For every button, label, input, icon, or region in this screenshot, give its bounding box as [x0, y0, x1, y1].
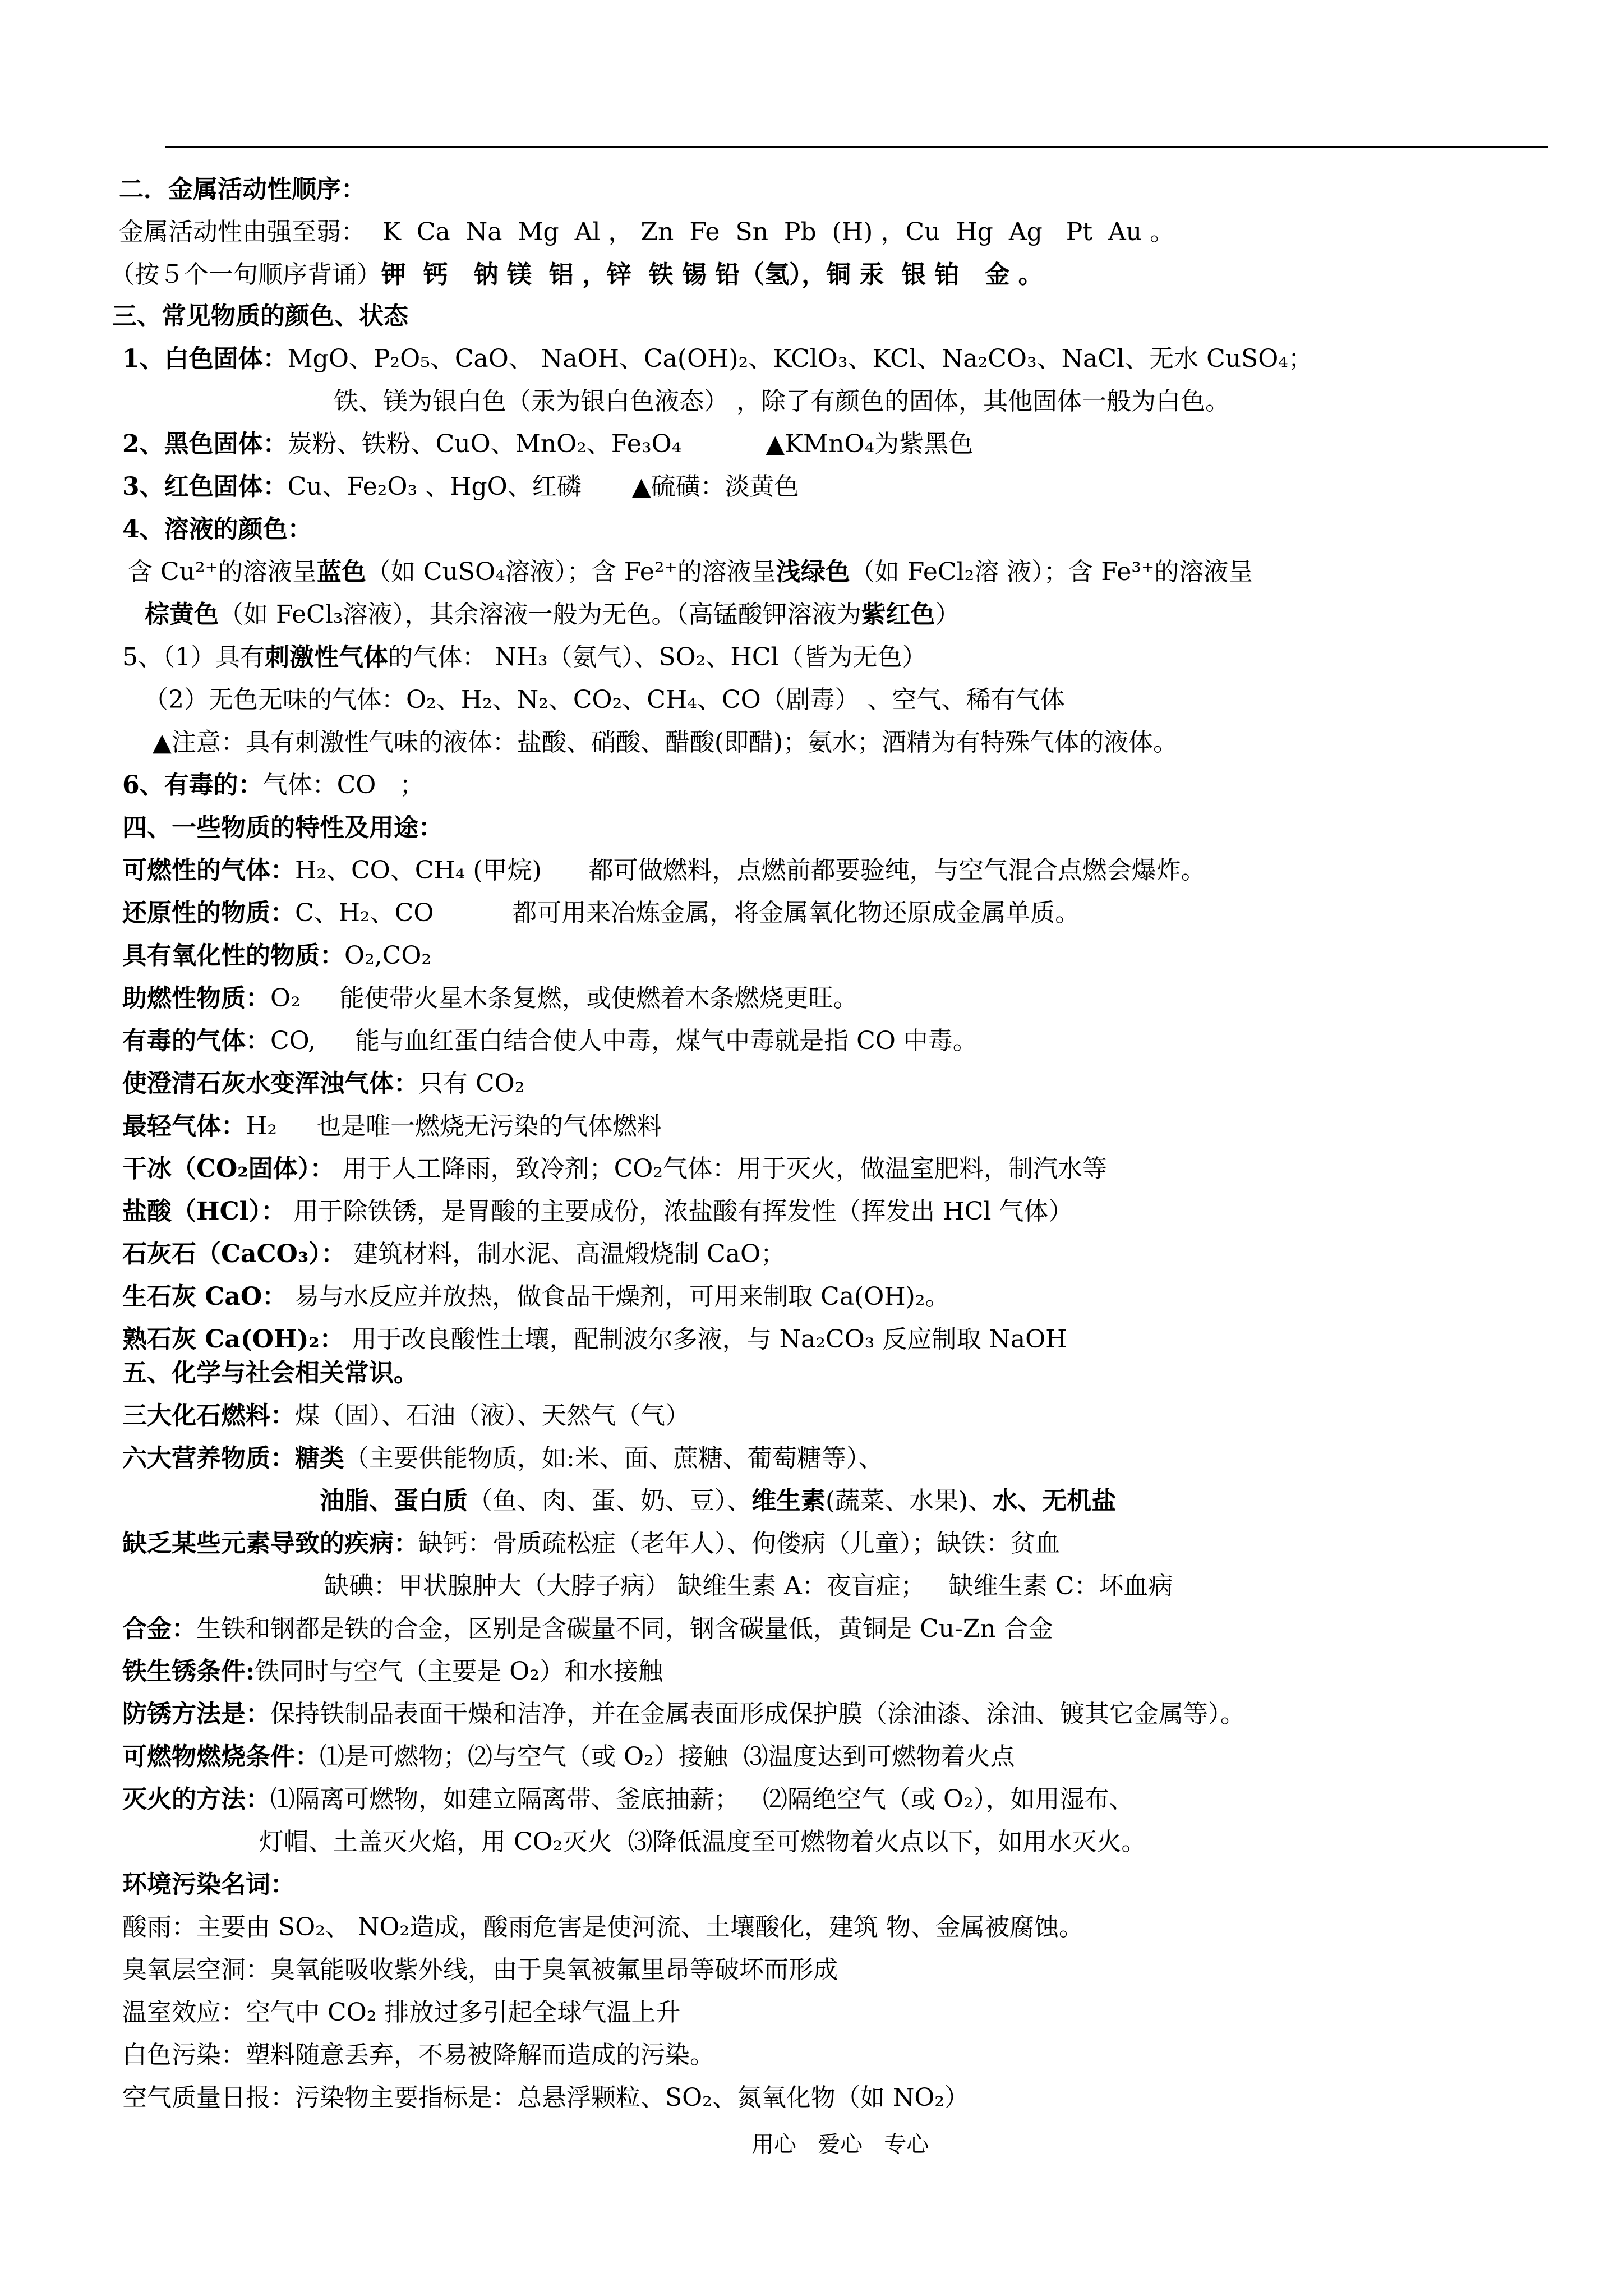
gas-text: 的气体： NH₃（氨气）、SO₂、HCl（皆为无色） [388, 643, 927, 671]
activity-series: K Ca Na Mg Al ， Zn Fe Sn Pb (H) ，Cu Hg Ag Pt Au 。 [382, 218, 1175, 246]
property-text: CO, 能与血红蛋白结合使人中毒，煤气中毒就是指 CO 中毒。 [270, 1027, 978, 1055]
property-label: 干冰（CO₂固体）： [122, 1154, 335, 1183]
black-solid-note: ▲KMnO₄为紫黑色 [766, 430, 974, 458]
page-footer: 用心 爱心 专心 [751, 2132, 929, 2157]
mnemonic-prefix: （按５个一句顺序背诵） [110, 260, 381, 289]
activity-line-2 [110, 259, 1043, 291]
property-text: O₂,CO₂ [344, 941, 432, 970]
black-solid-text: 炭粉、铁粉、CuO、MnO₂、Fe₃O₄ [287, 430, 682, 458]
environment-row: 白色污染：塑料随意丢弃，不易被降解而造成的污染。 [122, 2041, 714, 2069]
fuel-line [122, 1400, 690, 1432]
nutrient-text: （鱼、肉、蛋、奶、豆）、 [468, 1487, 751, 1515]
nutrient-emph: 糖类 [295, 1444, 344, 1473]
nutrient-line-1 [122, 1443, 883, 1474]
disease-text: 缺钙：骨质疏松症（老年人）、佝偻病（儿童）；缺铁：贫血 [418, 1529, 1060, 1558]
solution-text: （如 CuSO₄溶液）；含 Fe²⁺的溶液呈 [366, 558, 776, 586]
red-solid-note: ▲硫磺：淡黄色 [631, 472, 799, 501]
gas-line-1 [122, 642, 926, 673]
disease-line-2: 缺碘：甲状腺肿大（大脖子病） 缺维生素 A：夜盲症； 缺维生素 C：坏血病 [324, 1572, 1173, 1600]
property-label: 使澄清石灰水变浑浊气体： [122, 1069, 418, 1098]
disease-line-1 [122, 1528, 1060, 1559]
property-row [122, 1111, 662, 1142]
property-label: 助燃性物质： [122, 984, 270, 1013]
nutrient-emph: 维生素 [751, 1487, 826, 1515]
activity-line-1 [119, 217, 1174, 248]
property-row [122, 983, 858, 1014]
antirust-line [122, 1699, 1245, 1730]
combustion-label: 可燃物燃烧条件： [122, 1742, 320, 1771]
red-solid-label: 3、红色固体： [122, 472, 288, 501]
rust-line [122, 1656, 663, 1687]
disease-label: 缺乏某些元素导致的疾病： [122, 1529, 418, 1558]
activity-prefix: 金属活动性由强至弱： [119, 218, 366, 246]
property-label: 有毒的气体： [122, 1027, 270, 1055]
section-4-title: 四、一些物质的特性及用途： [122, 813, 443, 842]
nutrient-text: （主要供能物质，如:米、面、蔗糖、葡萄糖等）、 [344, 1444, 883, 1473]
nutrient-line-2 [320, 1485, 1116, 1517]
fire-line-2: 灯帽、土盖灭火焰，用 CO₂灭火 ⑶降低温度至可燃物着火点以下，如用水灭火。 [259, 1828, 1146, 1856]
property-text: C、H₂、CO 都可用来冶炼金属，将金属氧化物还原成金属单质。 [295, 899, 1080, 927]
solution-emph: 蓝色 [316, 558, 366, 586]
section-3-title: 三、常见物质的颜色、状态 [112, 302, 408, 330]
solution-text: 含 Cu²⁺的溶液呈 [128, 558, 317, 586]
property-label: 盐酸（HCl）： [122, 1197, 286, 1226]
environment-row: 温室效应：空气中 CO₂ 排放过多引起全球气温上升 [122, 1998, 681, 2027]
solution-text: ） [935, 600, 960, 629]
toxic-label: 6、有毒的： [122, 771, 263, 799]
fuel-label: 三大化石燃料： [122, 1401, 295, 1430]
property-row [122, 940, 431, 972]
property-label: 最轻气体： [122, 1112, 246, 1140]
property-label: 还原性的物质： [122, 899, 295, 927]
property-text: H₂、CO、CH₄ (甲烷) 都可做燃料，点燃前都要验纯，与空气混合点燃会爆炸。 [295, 856, 1206, 885]
property-row [122, 1068, 524, 1099]
property-row [122, 1153, 1107, 1185]
property-label: 石灰石（CaCO₃）： [122, 1240, 346, 1268]
gas-note: ▲注意：具有刺激性气味的液体：盐酸、硝酸、醋酸(即醋)；氨水；酒精为有特殊气体的液体。 [153, 728, 1178, 757]
solution-emph: 浅绿色 [776, 558, 850, 586]
white-solid-label: 1、白色固体： [122, 344, 288, 373]
white-solid-line-2: 铁、镁为银白色（汞为银白色液态） ，除了有颜色的固体，其他固体一般为白色。 [334, 387, 1230, 416]
white-solid-text: MgO、P₂O₅、CaO、 NaOH、Ca(OH)₂、KClO₃、KCl、Na₂CO₃、NaCl、无水 CuSO₄； [287, 344, 1313, 373]
alloy-line [122, 1613, 1053, 1645]
black-solid-line [122, 429, 973, 460]
antirust-text: 保持铁制品表面干燥和洁净，并在金属表面形成保护膜（涂油漆、涂油、镀其它金属等）。 [270, 1700, 1245, 1728]
property-text: 用于改良酸性土壤，配制波尔多液，与 Na₂CO₃ 反应制取 NaOH [344, 1325, 1067, 1354]
solution-line-2 [145, 599, 960, 631]
property-text: H₂ 也是唯一燃烧无污染的气体燃料 [246, 1112, 662, 1140]
property-text: O₂ 能使带火星木条复燃，或使燃着木条燃烧更旺。 [270, 984, 858, 1013]
header-rule [165, 146, 1548, 148]
rust-label: 铁生锈条件: [122, 1657, 255, 1686]
environment-row: 空气质量日报：污染物主要指标是：总悬浮颗粒、SO₂、氮氧化物（如 NO₂） [122, 2083, 970, 2112]
property-row [122, 1196, 1073, 1227]
solution-text: （如 FeCl₂溶 液）；含 Fe³⁺的溶液呈 [850, 558, 1253, 586]
red-solid-text: Cu、Fe₂O₃ 、HgO、红磷 [287, 472, 582, 501]
toxic-text: 气体：CO ； [262, 771, 425, 799]
property-text: 易与水反应并放热，做食品干燥剂，可用来制取 Ca(OH)₂。 [287, 1282, 950, 1311]
fuel-text: 煤（固）、石油（液）、天然气（气） [295, 1401, 690, 1430]
property-row [122, 898, 1080, 929]
toxic-line [122, 770, 424, 801]
property-label: 熟石灰 Ca(OH)₂： [122, 1325, 344, 1354]
fire-label: 灭火的方法： [122, 1785, 270, 1814]
alloy-label: 合金： [122, 1614, 196, 1643]
white-solid-line [122, 343, 1313, 375]
solution-text: （如 FeCl₃溶液），其余溶液一般为无色。（高锰酸钾溶液为 [219, 600, 861, 629]
solution-color-label: 4、溶液的颜色： [122, 515, 312, 544]
antirust-label: 防锈方法是： [122, 1700, 270, 1728]
property-row [122, 855, 1206, 886]
fire-text: ⑴隔离可燃物，如建立隔离带、釜底抽薪； ⑵隔绝空气（或 O₂），如用湿布、 [270, 1785, 1134, 1814]
property-text: 用于除铁锈，是胃酸的主要成份，浓盐酸有挥发性（挥发出 HCl 气体） [285, 1197, 1073, 1226]
property-label: 具有氧化性的物质： [122, 941, 344, 970]
red-solid-line [122, 471, 799, 503]
section-5-title: 五、化学与社会相关常识。 [122, 1359, 418, 1387]
gas-text: 5、（1）具有 [122, 643, 265, 671]
nutrient-label: 六大营养物质： [122, 1444, 295, 1473]
property-label: 可燃性的气体： [122, 856, 295, 885]
property-label: 生石灰 CaO： [122, 1282, 287, 1311]
gas-emph: 刺激性气体 [265, 643, 388, 671]
alloy-text: 生铁和钢都是铁的合金，区别是含碳量不同，钢含碳量低，黄铜是 Cu-Zn 合金 [196, 1614, 1053, 1643]
nutrient-emph: 水、无机盐 [993, 1487, 1117, 1515]
gas-line-2: （2）无色无味的气体：O₂、H₂、N₂、CO₂、CH₄、CO（剧毒） 、空气、稀有气体 [144, 685, 1065, 714]
black-solid-label: 2、黑色固体： [122, 430, 288, 458]
nutrient-text: (蔬菜、水果)、 [826, 1487, 993, 1515]
property-text: 建筑材料，制水泥、高温煅烧制 CaO； [345, 1240, 786, 1268]
environment-row: 酸雨：主要由 SO₂、 NO₂造成，酸雨危害是使河流、土壤酸化，建筑 物、金属被腐蚀。 [122, 1913, 1084, 1941]
rust-text: 铁同时与空气（主要是 O₂）和水接触 [255, 1657, 663, 1686]
mnemonic-series: 钾 钙 钠 镁 铝 ，锌 铁 锡 铅（氢），铜 汞 银 铂 金 。 [381, 260, 1043, 289]
environment-row: 臭氧层空洞：臭氧能吸收紫外线，由于臭氧被氟里昂等破坏而形成 [122, 1955, 838, 1984]
solution-emph: 紫红色 [861, 600, 935, 629]
section-2-title: 二．金属活动性顺序： [119, 175, 366, 204]
environment-label: 环境污染名词： [122, 1870, 295, 1899]
combustion-text: ⑴是可燃物；⑵与空气（或 O₂）接触 ⑶温度达到可燃物着火点 [320, 1742, 1015, 1771]
fire-line-1 [122, 1784, 1134, 1815]
solution-emph: 棕黄色 [145, 600, 219, 629]
property-row [122, 1239, 785, 1270]
property-row [122, 1324, 1067, 1355]
nutrient-emph: 油脂、蛋白质 [320, 1487, 468, 1515]
property-text: 只有 CO₂ [418, 1069, 525, 1098]
combustion-line [122, 1741, 1015, 1773]
solution-line-1 [128, 556, 1253, 588]
property-row [122, 1281, 949, 1313]
property-text: 用于人工降雨，致冷剂；CO₂气体：用于灭火，做温室肥料，制汽水等 [334, 1154, 1107, 1183]
property-row [122, 1025, 978, 1057]
